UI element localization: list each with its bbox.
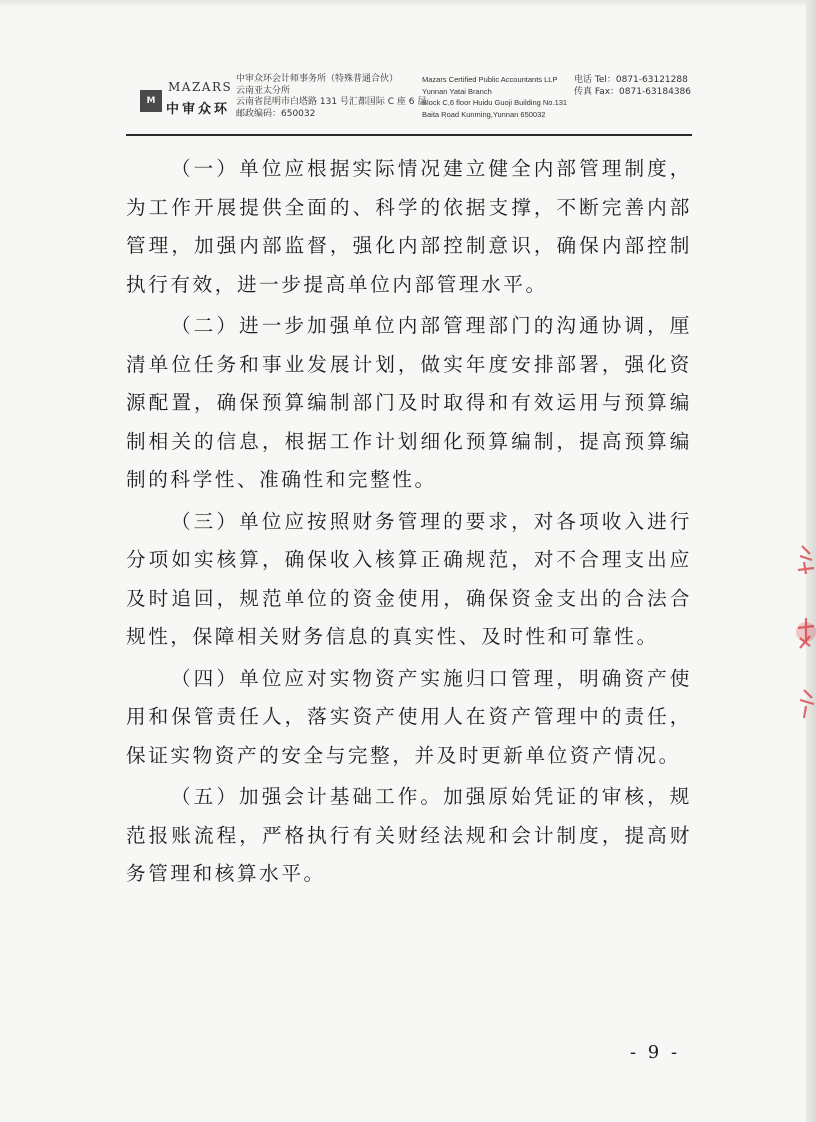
paragraph-2: （二）进一步加强单位内部管理部门的沟通协调，厘清单位任务和事业发展计划，做实年度安排部署，强化资源配置，确保预算编制部门及时取得和有效运用与预算编制相关的信息，根据工作计划细化预算编制，提高预算编制的科学性、准确性和完整性。 xyxy=(126,314,692,491)
postcode-cn: 邮政编码：650032 xyxy=(236,108,316,119)
paragraph-5: （五）加强会计基础工作。加强原始凭证的审核，规范报账流程，严格执行有关财经法规和会计制度，提高财务管理和核算水平。 xyxy=(126,785,692,885)
address-cn: 云南省昆明市白塔路 131 号汇都国际 C 座 6 层 xyxy=(236,97,427,107)
paragraph-4: （四）单位应对实物资产实施归口管理，明确资产使用和保管责任人，落实资产使用人在资产管理中的责任，保证实物资产的安全与完整，并及时更新单位资产情况。 xyxy=(126,666,692,767)
branch-name-en: Yunnan Yatai Branch xyxy=(422,86,492,96)
address-en-line2: Baita Road Kunming,Yunnan 650032 xyxy=(422,109,546,119)
address-en-line1: Block C,6 floor Huidu Guoji Building No.131 xyxy=(422,98,568,107)
firm-name-cn: 中审众环会计师事务所（特殊普通合伙） xyxy=(236,74,399,84)
letterhead-address-cn xyxy=(236,74,426,120)
logo-brand-cn: 中审众环 xyxy=(166,102,231,117)
page-number: - 9 - xyxy=(630,1042,681,1063)
letterhead xyxy=(126,74,692,130)
red-seal-fragment xyxy=(776,540,816,720)
letterhead-contact xyxy=(574,74,694,98)
paragraph-1: （一）单位应根据实际情况建立健全内部管理制度，为工作开展提供全面的、科学的依据支撑，不断完善内部管理，加强内部监督，强化内部控制意识，确保内部控制执行有效，进一步提高单位内部管理水平。 xyxy=(126,157,692,296)
fax-number: 传真 Fax：0871-63184386 xyxy=(574,87,692,97)
header-divider xyxy=(126,134,692,136)
branch-name-cn: 云南亚太分所 xyxy=(236,85,291,96)
paragraph-3: （三）单位应按照财务管理的要求，对各项收入进行分项如实核算，确保收入核算正确规范，对不合理支出应及时追回，规范单位的资金使用，确保资金支出的合法合规性，保障相关财务信息的真实性、及时性和可靠性。 xyxy=(126,509,692,648)
logo-mark-icon: M xyxy=(140,90,162,112)
scan-top-edge xyxy=(0,0,816,8)
firm-name-en: Mazars Certified Public Accountants LLP xyxy=(422,75,558,84)
document-body xyxy=(126,150,692,897)
phone-number: 电话 Tel：0871-63121288 xyxy=(574,75,688,85)
letterhead-address-en xyxy=(422,74,592,120)
firm-logo xyxy=(140,78,234,120)
logo-brand-en: MAZARS xyxy=(168,80,233,94)
